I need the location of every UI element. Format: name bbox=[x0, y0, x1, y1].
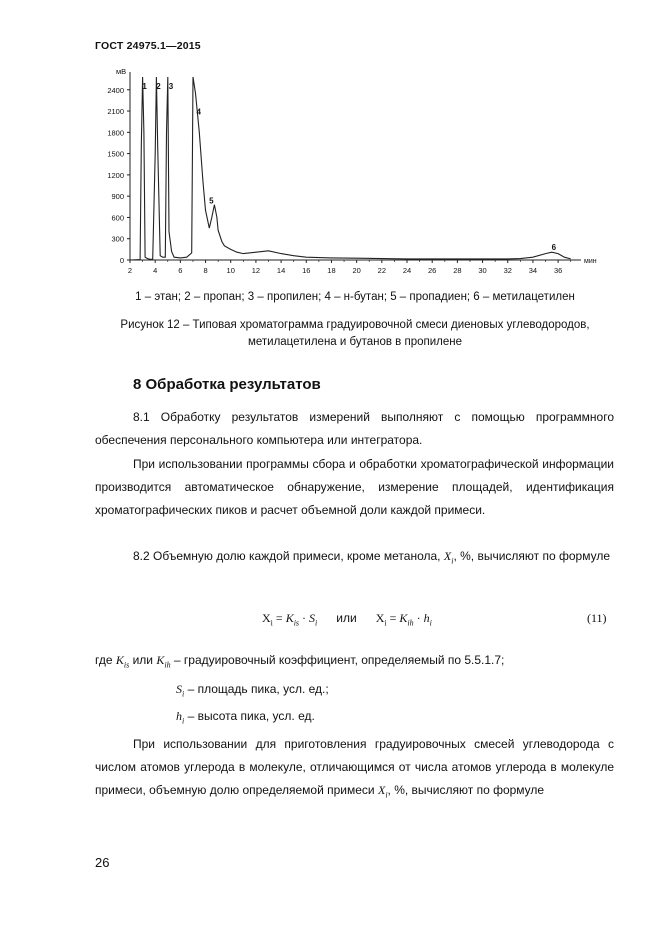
formula-x-2: X bbox=[375, 611, 385, 625]
x-tick-label: 14 bbox=[276, 266, 286, 275]
x-tick-label: 26 bbox=[428, 266, 437, 275]
s-def-sub: i bbox=[182, 689, 185, 699]
formula-or: или bbox=[336, 611, 357, 625]
x-tick-label: 12 bbox=[251, 266, 261, 275]
where-clause bbox=[95, 649, 614, 676]
x-tick-label: 16 bbox=[302, 266, 311, 275]
where-k2: K bbox=[156, 653, 165, 667]
formula-k1: K bbox=[285, 611, 294, 625]
x-tick-label: 20 bbox=[352, 266, 361, 275]
formula-11 bbox=[262, 611, 432, 627]
figure-caption bbox=[95, 317, 615, 351]
figure-legend: 1 – этан; 2 – пропан; 3 – пропилен; 4 – н-бутан; 5 – пропадиен; 6 – метилацетилен bbox=[135, 291, 575, 303]
x-tick-label: 28 bbox=[453, 266, 462, 275]
y-tick-label: 1500 bbox=[107, 149, 124, 159]
s-definition bbox=[176, 678, 329, 705]
x-tick-label: 34 bbox=[528, 266, 538, 275]
formula-k1-sub: is bbox=[293, 618, 300, 628]
peak-label: 3 bbox=[168, 82, 174, 91]
h-def-var: h bbox=[176, 709, 182, 723]
y-tick-label: 600 bbox=[111, 213, 124, 223]
formula-k2: K bbox=[399, 611, 408, 625]
p3-text-b: , %, вычисляют по формуле bbox=[453, 549, 611, 563]
y-tick-label: 2100 bbox=[107, 107, 124, 117]
p4-text-b: , %, вычисляют по формуле bbox=[387, 783, 545, 797]
paragraph-8-1: 8.1 Обработку результатов измерений выполняют с помощью программного обеспечения персонального компьютера или интегратора. bbox=[95, 410, 614, 447]
y-tick-label: 2400 bbox=[107, 85, 124, 95]
y-tick-label: 0 bbox=[119, 256, 124, 265]
s-def-text: – площадь пика, усл. ед.; bbox=[184, 682, 329, 696]
formula-x-sub: i bbox=[270, 618, 273, 628]
x-tick-label: 8 bbox=[203, 266, 208, 275]
y-tick-label: 1200 bbox=[107, 170, 124, 180]
y-tick-label: 300 bbox=[111, 234, 124, 244]
x-tick-label: 10 bbox=[226, 266, 235, 275]
where-k1-sub: is bbox=[123, 660, 130, 670]
x-tick-label: 22 bbox=[377, 266, 387, 275]
h-definition bbox=[176, 705, 315, 732]
x-axis-label: мин bbox=[584, 258, 597, 265]
s-def-var: S bbox=[176, 682, 182, 696]
p3-text-a: 8.2 Объемную долю каждой примеси, кроме метанола, bbox=[133, 549, 441, 563]
h-def-sub: i bbox=[182, 716, 185, 726]
where-k1: K bbox=[115, 653, 124, 667]
x-tick-label: 18 bbox=[327, 266, 336, 275]
x-tick-label: 36 bbox=[553, 266, 563, 275]
p3-var-sub: i bbox=[451, 556, 454, 566]
chromatogram-chart bbox=[95, 62, 615, 282]
where-k2-sub: ih bbox=[164, 660, 171, 670]
y-tick-label: 900 bbox=[111, 192, 124, 202]
page-number: 26 bbox=[95, 855, 110, 870]
x-tick-label: 6 bbox=[178, 266, 183, 275]
section-heading: 8 Обработка результатов bbox=[133, 376, 321, 393]
peak-label: 2 bbox=[156, 82, 161, 91]
figure-caption-line-2: метилацетилена и бутанов в пропилене bbox=[247, 336, 463, 348]
formula-s: S bbox=[309, 611, 316, 625]
x-tick-label: 4 bbox=[153, 266, 158, 275]
p4-var-sub: i bbox=[385, 790, 388, 800]
y-axis-label: мВ bbox=[116, 67, 127, 76]
chromatogram-trace bbox=[130, 77, 571, 260]
h-def-text: – высота пика, усл. ед. bbox=[184, 709, 315, 723]
peak-label: 6 bbox=[551, 243, 557, 253]
where-text: – градуировочный коэффициент, определяемый по 5.5.1.7; bbox=[170, 653, 505, 667]
formula-k2-sub: ih bbox=[407, 618, 414, 628]
x-tick-label: 30 bbox=[478, 266, 487, 275]
where-or: или bbox=[132, 653, 153, 667]
document-header: ГОСТ 24975.1—2015 bbox=[95, 40, 201, 52]
formula-x: X bbox=[262, 611, 271, 625]
p4-var: X bbox=[377, 783, 386, 797]
x-tick-label: 32 bbox=[503, 266, 512, 275]
formula-x-2-sub: i bbox=[384, 618, 387, 628]
formula-s-sub: i bbox=[315, 618, 318, 628]
peak-label: 1 bbox=[142, 82, 147, 91]
paragraph-software: При использовании программы сбора и обработки хроматографической информации производится автоматическое обнаружение, измерение площадей, идентификация хроматографических пиков и расчет объемной доли каждой примеси. bbox=[95, 457, 614, 517]
formula-number: (11) bbox=[587, 611, 607, 625]
formula-dot-2: · bbox=[413, 611, 424, 625]
x-tick-label: 24 bbox=[402, 266, 412, 275]
peak-label: 4 bbox=[196, 107, 201, 117]
p3-var: X bbox=[443, 549, 452, 563]
figure-caption-line-1: Рисунок 12 – Типовая хроматограмма градуировочной смеси диеновых углеводородов, bbox=[120, 319, 590, 331]
peak-label: 5 bbox=[209, 196, 214, 206]
paragraph-8-2 bbox=[95, 545, 614, 572]
formula-eq-1: = bbox=[272, 611, 286, 625]
where-prefix: где bbox=[95, 653, 113, 667]
y-tick-label: 1800 bbox=[107, 128, 124, 138]
p4-text-a: При использовании для приготовления градуировочных смесей углеводорода с числом атомов углерода в молекуле, отличающимся от числа атомов углерода в молекуле примеси, объемную долю определяемой примеси bbox=[95, 737, 614, 797]
paragraph-calibration bbox=[95, 733, 614, 806]
formula-h: h bbox=[423, 611, 430, 625]
formula-eq-2: = bbox=[386, 611, 400, 625]
formula-dot-1: · bbox=[299, 611, 310, 625]
x-tick-label: 2 bbox=[127, 266, 133, 275]
formula-h-sub: i bbox=[429, 618, 432, 628]
